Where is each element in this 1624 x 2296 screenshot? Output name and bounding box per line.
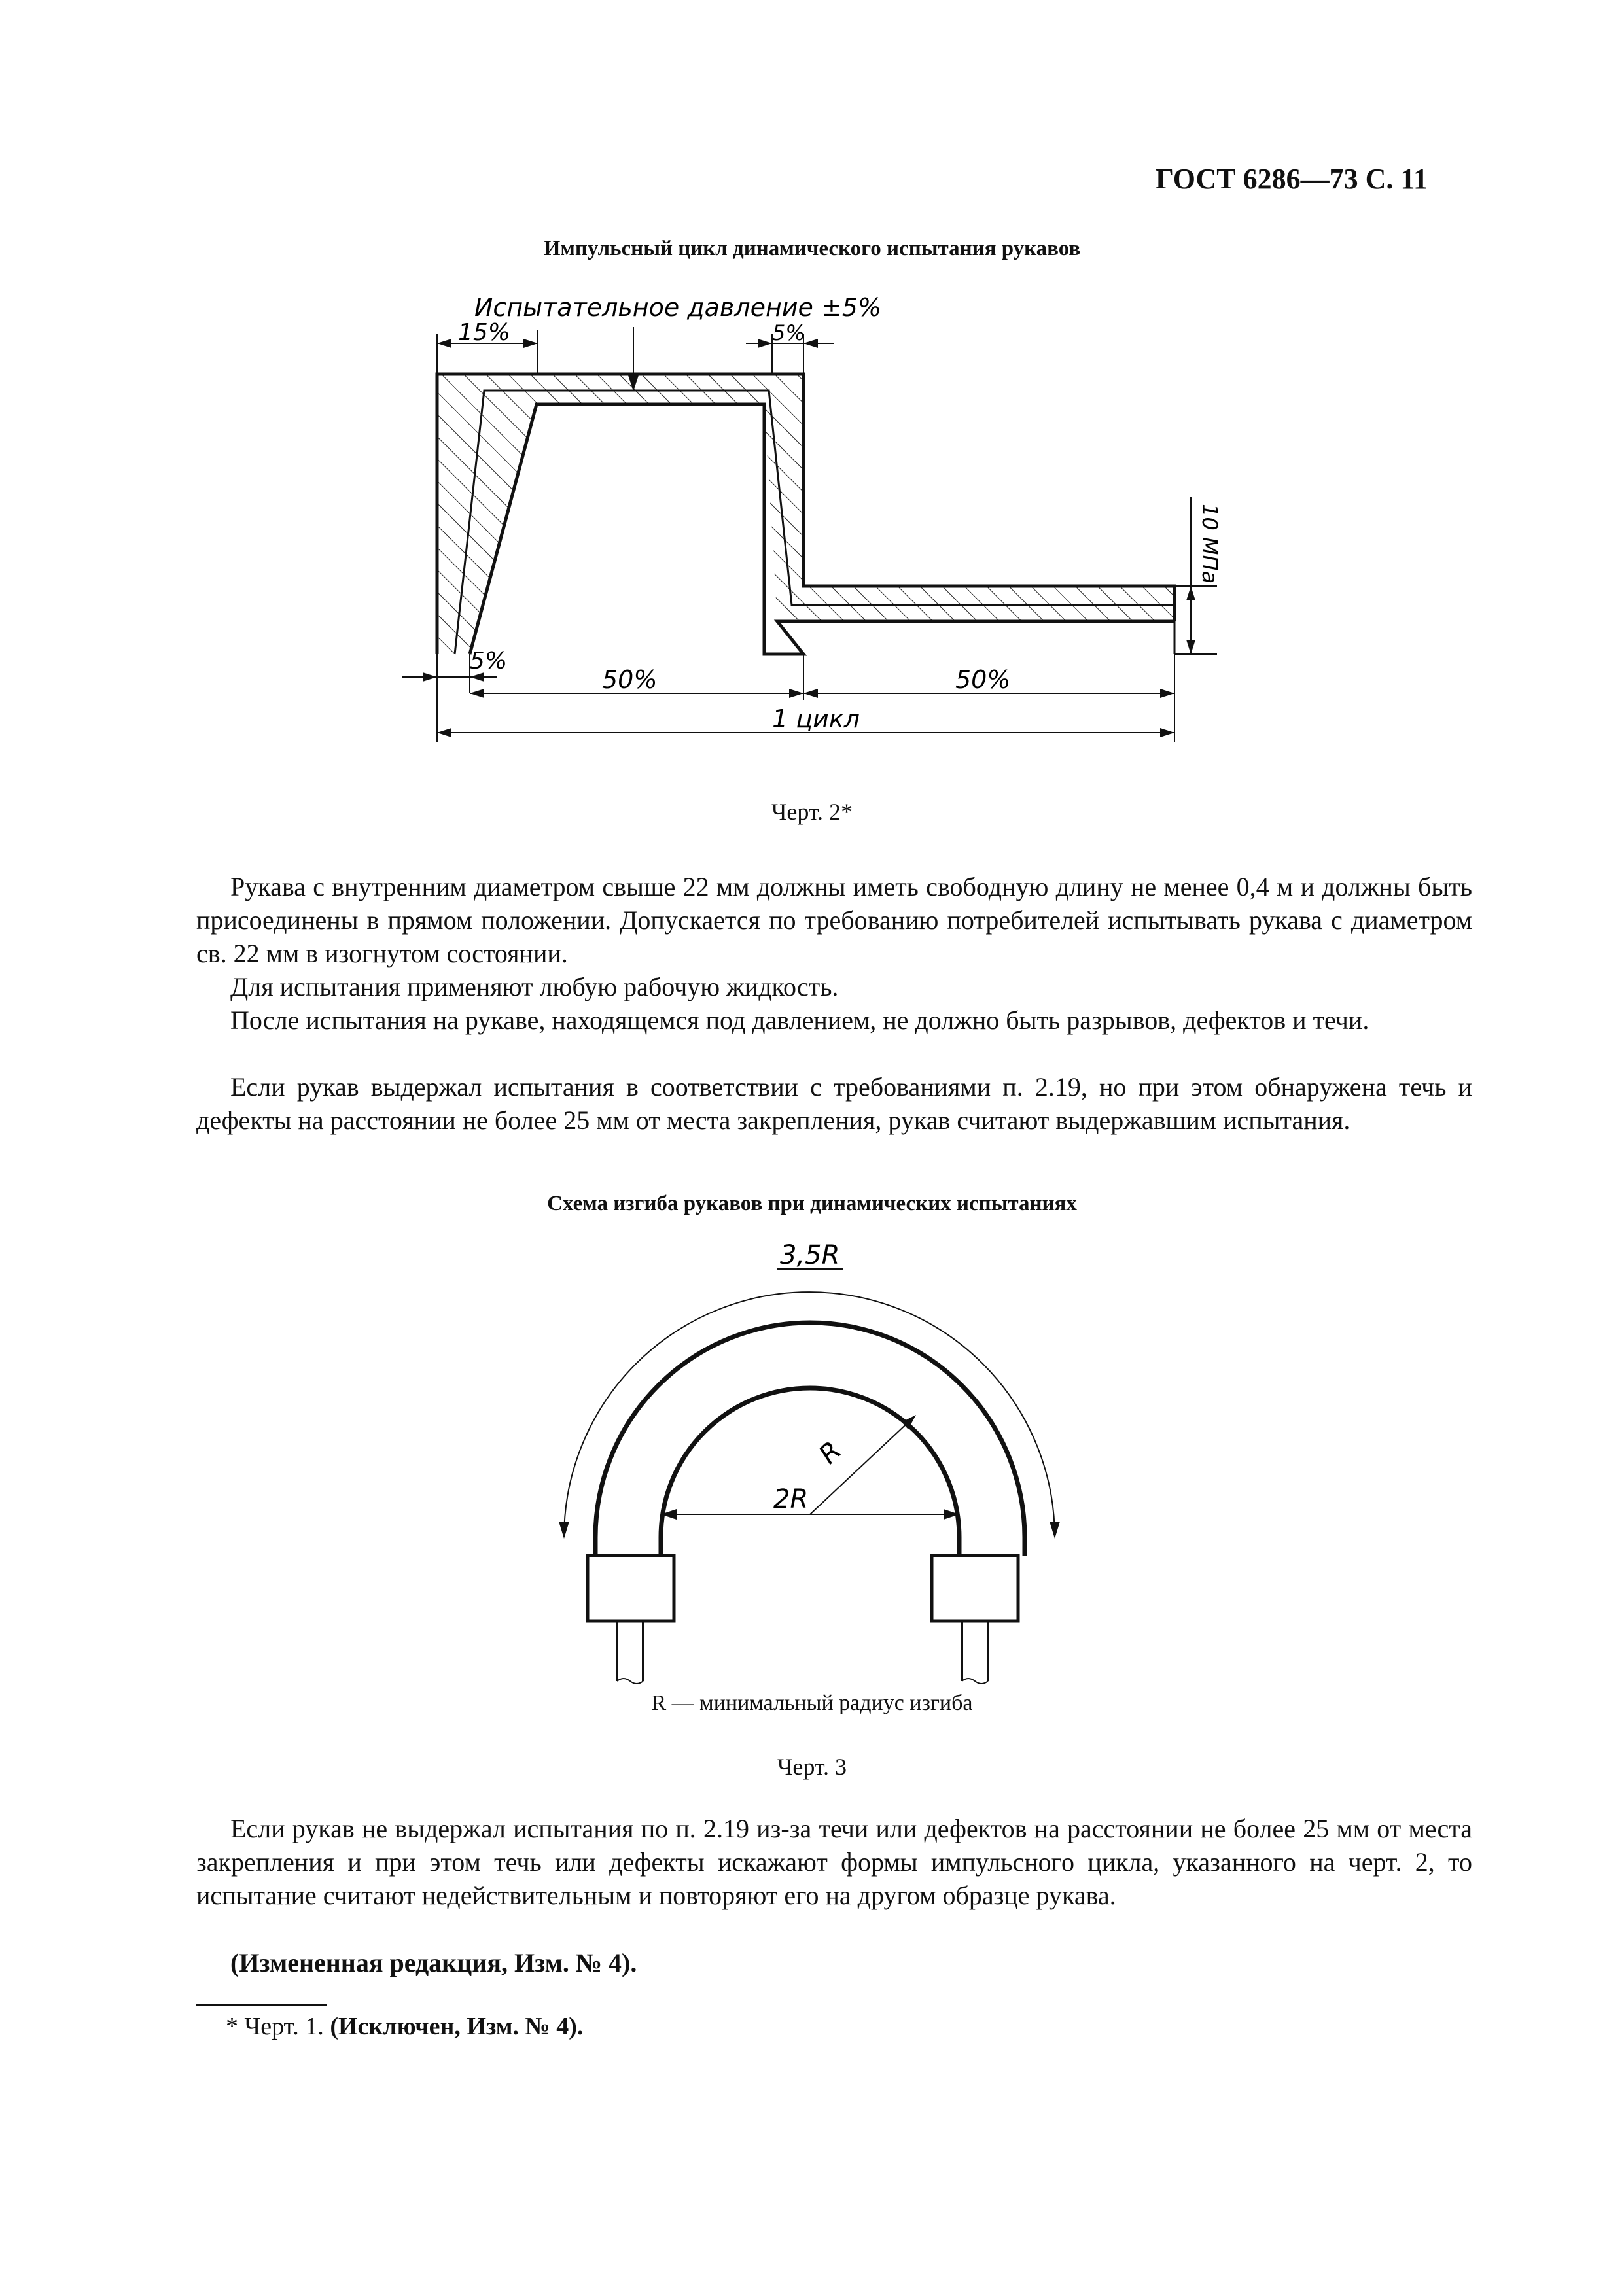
- figure2-title: Схема изгиба рукавов при динамических испытаниях: [547, 1192, 1077, 1215]
- paragraph-free-length: Рукава с внутренним диаметром свыше 22 мм должны иметь свободную длину не менее 0,4 м и должны быть присоединены в прямом положении. Допускается по требованию потребителей испытывать рукава с диаметром св. 22 мм в изогнутом состоянии.: [196, 872, 1472, 968]
- figure1-title: Импульсный цикл динамического испытания рукавов: [543, 237, 1081, 260]
- dim-15-label: 15%: [458, 319, 511, 346]
- figure2-legend: R — минимальный радиус изгиба: [651, 1691, 973, 1715]
- cycle-label: 1 цикл: [772, 704, 860, 733]
- figure1-caption: Черт. 2*: [771, 799, 853, 825]
- paragraph-failed-test: Если рукав не выдержал испытания по п. 2.19 из-за течи или дефектов на расстоянии не более 25 мм от места закрепления и при этом течь или дефекты искажают формы импульсного цикла, указанного на черт. 2, то испытание считают недействительным и повторяют его на другом образце рукава.: [196, 1814, 1472, 1910]
- bending-scheme-diagram: [0, 1210, 1624, 1701]
- paragraph-passed-test: Если рукав выдержал испытания в соответствии с требованиями п. 2.19, но при этом обнаружена течь и дефекты на расстоянии не более 25 мм от места закрепления, рукав считают выдержавшим испытания.: [196, 1072, 1472, 1135]
- footnote-separator: [196, 2004, 327, 2006]
- mpa-label: 10 МПа: [1197, 504, 1222, 584]
- dim-50-left-label: 50%: [602, 665, 658, 694]
- footnote: [226, 2012, 583, 2041]
- dim-5-top-label: 5%: [772, 321, 805, 345]
- impulse-cycle-diagram: [0, 0, 1624, 818]
- dim-5-bottom-label: 5%: [470, 648, 508, 674]
- pressure-tolerance-band: [437, 374, 1174, 654]
- dim-35r-label: 3,5R: [780, 1240, 840, 1270]
- page-header: ГОСТ 6286—73 С. 11: [1155, 163, 1428, 195]
- paragraph-after-test: После испытания на рукаве, находящемся под давлением, не должно быть разрывов, дефектов и течи.: [230, 1005, 1369, 1035]
- test-pressure-label: Испытательное давление ±5%: [474, 293, 882, 322]
- dim-2r-label: 2R: [773, 1484, 809, 1514]
- paragraph-working-fluid: Для испытания применяют любую рабочую жидкость.: [230, 972, 839, 1001]
- dim-50-right-label: 50%: [955, 665, 1011, 694]
- radius-r-label: R: [813, 1435, 847, 1470]
- footnote-bold: (Исключен, Изм. № 4).: [330, 2013, 584, 2040]
- footnote-prefix: * Черт. 1.: [226, 2013, 324, 2040]
- figure2-caption: Черт. 3: [777, 1754, 847, 1780]
- paragraph-amendment: (Измененная редакция, Изм. № 4).: [230, 1948, 637, 1977]
